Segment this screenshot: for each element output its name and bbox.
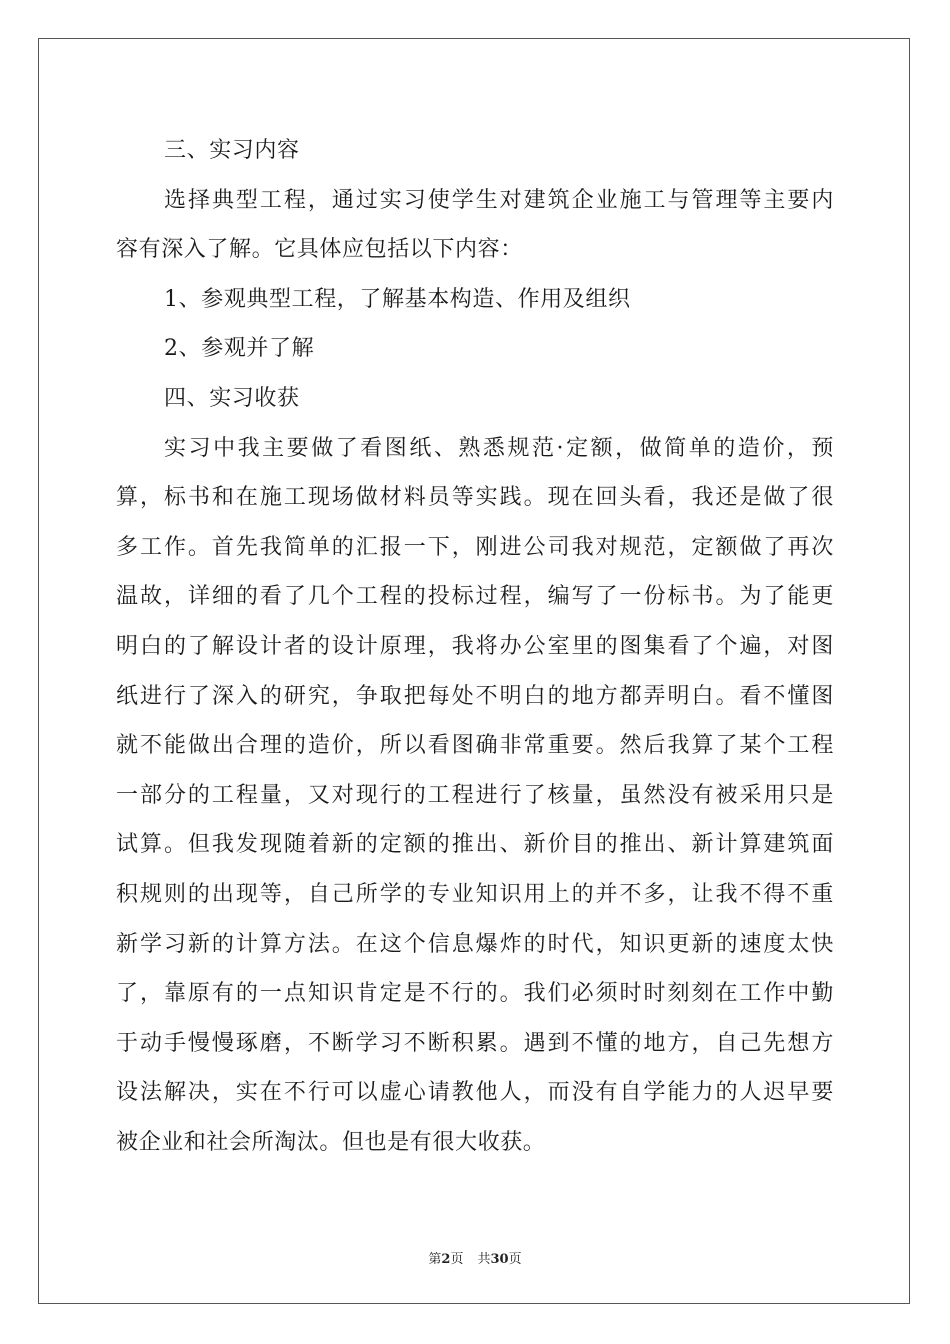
text-line: 纸进行了深入的研究，争取把每处不明白的地方都弄明白。看不懂图: [116, 683, 834, 709]
text-line: 三、实习内容: [164, 138, 300, 163]
text-line: 明白的了解设计者的设计原理，我将办公室里的图集看了个遍，对图: [116, 633, 834, 659]
text-line: 于动手慢慢琢磨，不断学习不断积累。遇到不懂的地方，自己先想方: [116, 1030, 834, 1056]
total-prefix: 共: [477, 1252, 491, 1267]
page-current: 2: [441, 1252, 451, 1267]
text-line: 被企业和社会所淘汰。但也是有很大收获。: [116, 1129, 546, 1155]
page-footer: [0, 1248, 950, 1267]
text-line: 就不能做出合理的造价，所以看图确非常重要。然后我算了某个工程: [116, 733, 834, 759]
text-line: 温故，详细的看了几个工程的投标过程，编写了一份标书。为了能更: [116, 584, 834, 610]
text-line: 实习中我主要做了看图纸、熟悉规范·定额，做简单的造价，预: [164, 435, 834, 461]
text-line: 容有深入了解。它具体应包括以下内容：: [116, 237, 523, 263]
page-total: 30: [490, 1252, 509, 1267]
text-line: 一部分的工程量，又对现行的工程进行了核量，虽然没有被采用只是: [116, 782, 834, 808]
document-body: [116, 126, 834, 1167]
text-line: 算，标书和在施工现场做材料员等实践。现在回头看，我还是做了很: [116, 485, 834, 511]
text-line: 设法解决，实在不行可以虚心请教他人，而没有自学能力的人迟早要: [116, 1080, 834, 1106]
text-line: 四、实习收获: [164, 385, 300, 411]
total-suffix: 页: [508, 1252, 522, 1267]
page-suffix: 页: [450, 1252, 464, 1267]
text-line: 选择典型工程，通过实习使学生对建筑企业施工与管理等主要内: [164, 187, 834, 213]
text-line: 2、参观并了解: [164, 336, 315, 362]
text-line: 了，靠原有的一点知识肯定是不行的。我们必须时时刻刻在工作中勤: [116, 981, 834, 1007]
text-line: 试算。但我发现随着新的定额的推出、新价目的推出、新计算建筑面: [116, 832, 834, 858]
text-line: 1、参观典型工程，了解基本构造、作用及组织: [164, 286, 631, 312]
page-prefix: 第: [428, 1252, 442, 1267]
text-line: 多工作。首先我简单的汇报一下，刚进公司我对规范，定额做了再次: [116, 534, 834, 560]
text-line: 新学习新的计算方法。在这个信息爆炸的时代，知识更新的速度太快: [116, 931, 834, 957]
text-line: 积规则的出现等，自己所学的专业知识用上的并不多，让我不得不重: [116, 881, 834, 907]
